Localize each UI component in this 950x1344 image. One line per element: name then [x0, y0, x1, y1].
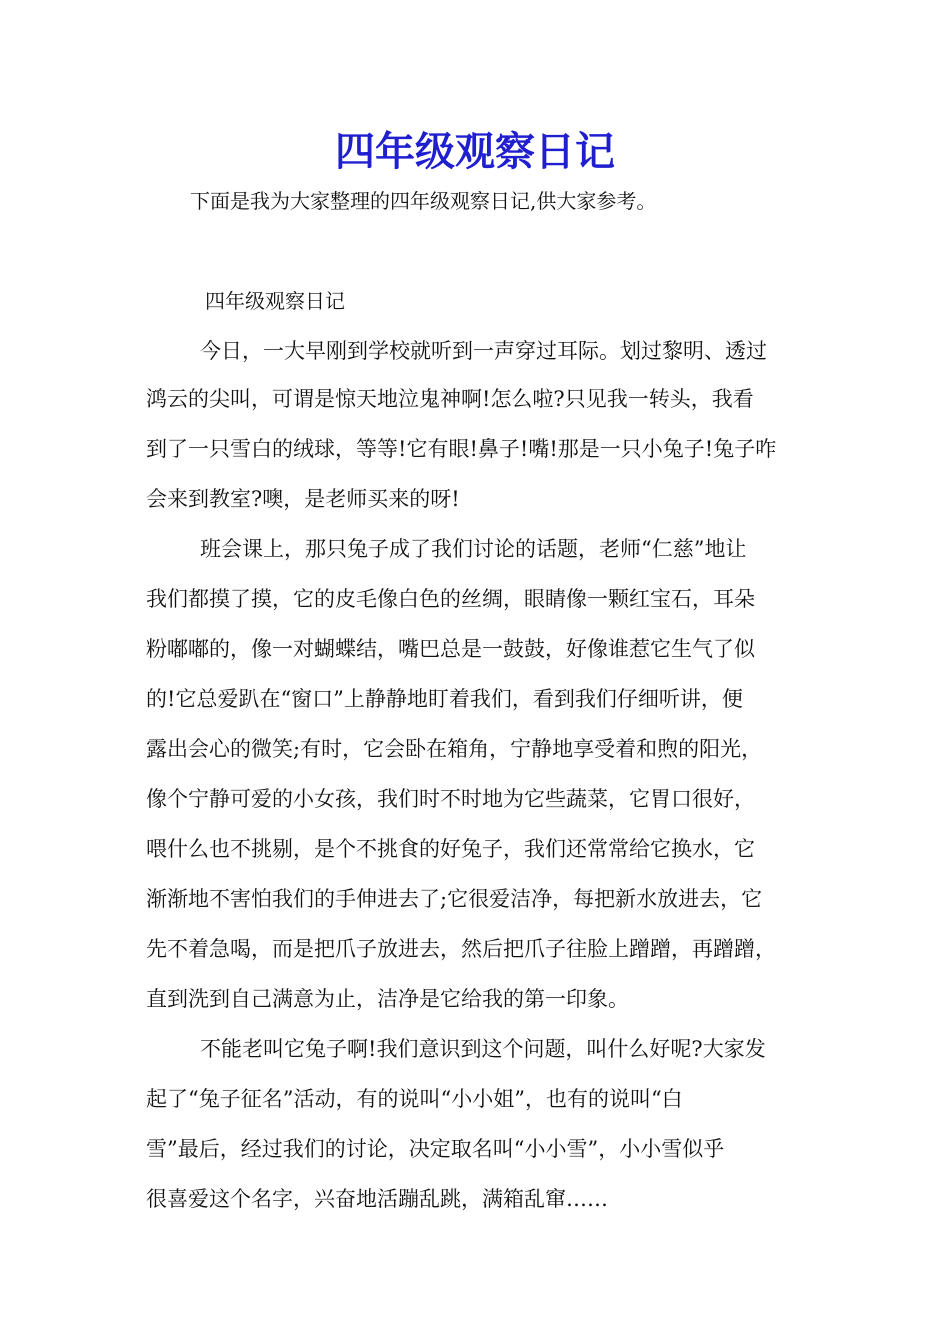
paragraph-3-line-4: 很喜爱这个名字，兴奋地活蹦乱跳，满箱乱窜……	[146, 1187, 608, 1211]
paragraph-2-line-6: 像个宁静可爱的小女孩，我们时不时地为它些蔬菜，它胃口很好，	[146, 787, 755, 811]
paragraph-2-line-10: 直到洗到自己满意为止，洁净是它给我的第一印象。	[146, 987, 629, 1011]
paragraph-1-line-1: 今日，一大早刚到学校就听到一声穿过耳际。划过黎明、透过	[200, 339, 767, 363]
paragraph-2-line-9: 先不着急喝，而是把爪子放进去，然后把爪子往脸上蹭蹭，再蹭蹭，	[146, 937, 776, 961]
paragraph-1-line-2: 鸿云的尖叫，可谓是惊天地泣鬼神啊!怎么啦?只见我一转头，我看	[146, 387, 754, 411]
article-subheading: 四年级观察日记	[205, 289, 345, 313]
document-title: 四年级观察日记	[335, 128, 615, 175]
paragraph-1-line-4: 会来到教室?噢，是老师买来的呀!	[146, 487, 460, 511]
paragraph-2-line-4: 的!它总爱趴在“窗口”上静静地盯着我们，看到我们仔细听讲，便	[146, 687, 743, 711]
intro-paragraph: 下面是我为大家整理的四年级观察日记,供大家参考。	[190, 189, 657, 213]
paragraph-2-line-3: 粉嘟嘟的，像一对蝴蝶结，嘴巴总是一鼓鼓，好像谁惹它生气了似	[146, 637, 755, 661]
paragraph-2-line-5: 露出会心的微笑;有时，它会卧在箱角，宁静地享受着和煦的阳光，	[146, 737, 763, 761]
paragraph-3-line-2: 起了“兔子征名”活动，有的说叫“小小姐”，也有的说叫“白	[146, 1087, 683, 1111]
paragraph-2-line-1: 班会课上，那只兔子成了我们讨论的话题，老师“仁慈”地让	[200, 537, 747, 561]
paragraph-3-line-3: 雪”最后，经过我们的讨论，决定取名叫“小小雪”，小小雪似乎	[146, 1137, 725, 1161]
paragraph-2-line-8: 渐渐地不害怕我们的手伸进去了;它很爱洁净，每把新水放进去，它	[146, 887, 763, 911]
paragraph-2-line-2: 我们都摸了摸，它的皮毛像白色的丝绸，眼睛像一颗红宝石，耳朵	[146, 587, 755, 611]
paragraph-1-line-3: 到了一只雪白的绒球，等等!它有眼!鼻子!嘴!那是一只小兔子!兔子咋	[146, 437, 777, 461]
paragraph-3-line-1: 不能老叫它兔子啊!我们意识到这个问题，叫什么好呢?大家发	[200, 1037, 766, 1061]
paragraph-2-line-7: 喂什么也不挑剔，是个不挑食的好兔子，我们还常常给它换水，它	[146, 837, 755, 861]
